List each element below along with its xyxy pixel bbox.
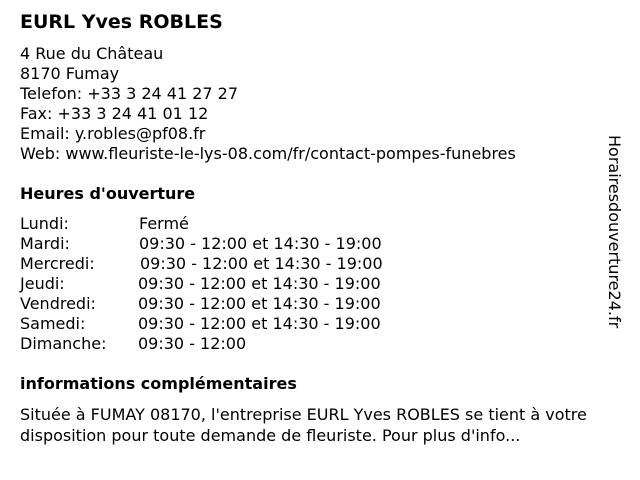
- site-watermark: Horairesdouverture24.fr: [605, 135, 624, 329]
- hours-row-monday: [20, 214, 440, 234]
- hours-row-saturday: [20, 314, 440, 334]
- hours-row-thursday: [20, 274, 440, 294]
- hours-row-sunday: [20, 334, 440, 354]
- address-street: 4 Rue du Château: [20, 44, 164, 63]
- hours-row-tuesday: [20, 234, 440, 254]
- hours-time-value: 09:30 - 12:00 et 14:30 - 19:00: [139, 234, 382, 253]
- hours-day-label: Mercredi:: [20, 254, 95, 273]
- hours-time-value: 09:30 - 12:00 et 14:30 - 19:00: [138, 314, 381, 333]
- hours-day-label: Vendredi:: [20, 294, 96, 313]
- additional-info-text: Située à FUMAY 08170, l'entreprise EURL Yves ROBLES se tient à votre disposition pour toute demande de fleuriste. Pour plus d'info...: [20, 405, 587, 445]
- opening-hours-table: [20, 214, 440, 354]
- fax-line: Fax: +33 3 24 41 01 12: [20, 104, 209, 123]
- contact-block: [20, 44, 516, 164]
- hours-row-friday: [20, 294, 440, 314]
- hours-day-label: Mardi:: [20, 234, 70, 253]
- website-line: Web: www.fleuriste-le-lys-08.com/fr/contact-pompes-funebres: [20, 144, 516, 163]
- additional-info-heading: informations complémentaires: [20, 374, 297, 393]
- hours-time-value: 09:30 - 12:00 et 14:30 - 19:00: [138, 274, 381, 293]
- hours-row-wednesday: [20, 254, 440, 274]
- business-name: EURL Yves ROBLES: [20, 11, 223, 33]
- hours-time-value: 09:30 - 12:00 et 14:30 - 19:00: [140, 254, 383, 273]
- hours-day-label: Lundi:: [20, 214, 69, 233]
- hours-day-label: Samedi:: [20, 314, 86, 333]
- phone-line: Telefon: +33 3 24 41 27 27: [20, 84, 239, 103]
- hours-day-label: Dimanche:: [20, 334, 107, 353]
- opening-hours-heading: Heures d'ouverture: [20, 184, 196, 203]
- hours-day-label: Jeudi:: [20, 274, 65, 293]
- address-city: 8170 Fumay: [20, 64, 120, 83]
- hours-time-value: 09:30 - 12:00: [138, 334, 247, 353]
- hours-time-value: 09:30 - 12:00 et 14:30 - 19:00: [138, 294, 381, 313]
- hours-time-value: Fermé: [139, 214, 189, 233]
- email-line: Email: y.robles@pf08.fr: [20, 124, 206, 143]
